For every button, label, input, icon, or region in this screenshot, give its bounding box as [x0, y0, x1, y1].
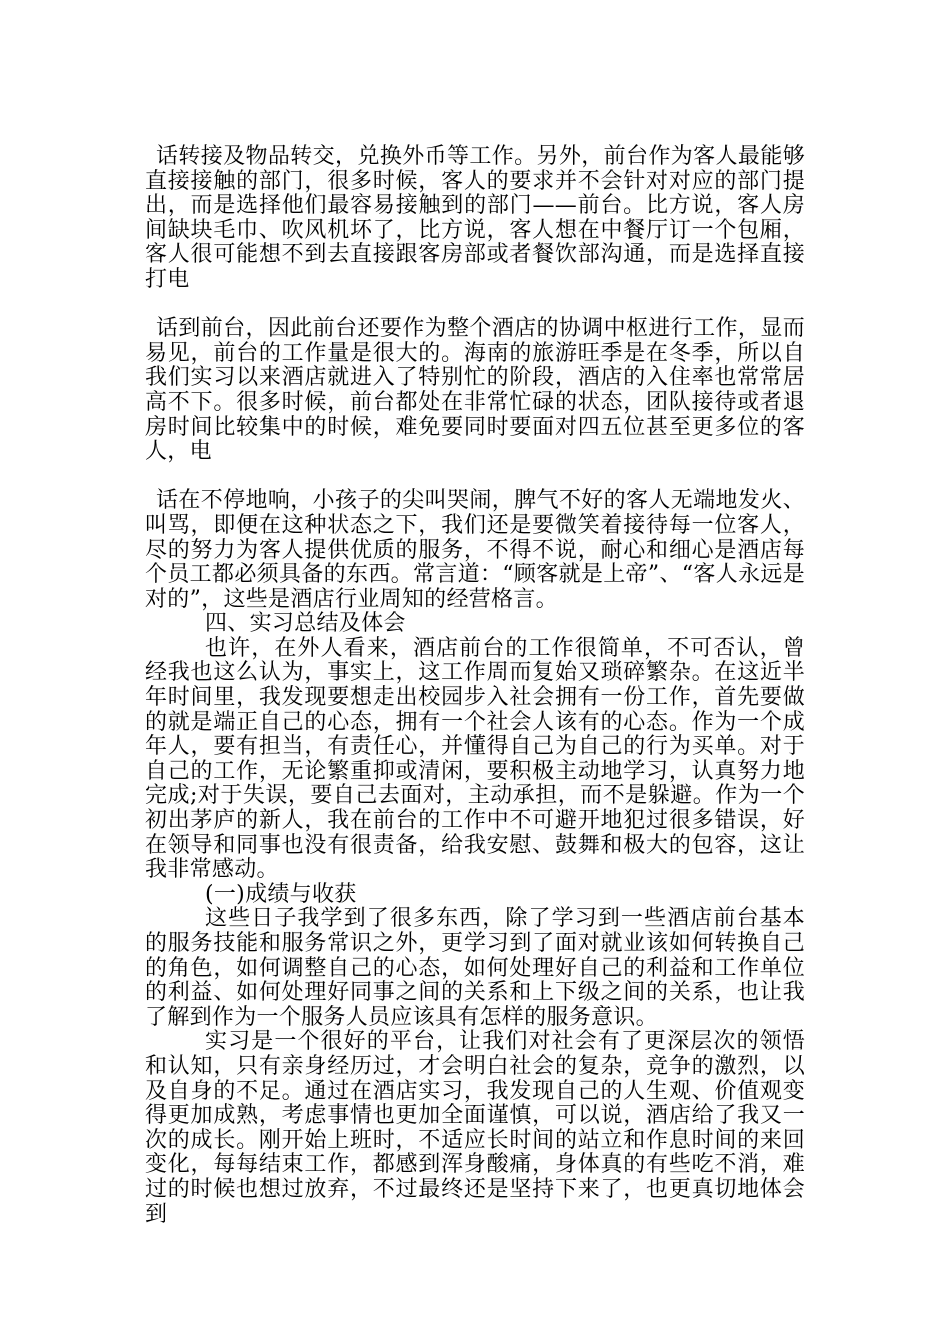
subsection-heading-achievements: (一)成绩与收获 [205, 881, 357, 907]
paragraph-growth: 实习是一个很好的平台，让我们对社会有了更深层次的领悟和认知，只有亲身经历过，才会明白社会的复杂，竞争的激烈，以及自身的不足。通过在酒店实习，我发现自己的人生观、价值观变得更加成熟，考虑事情也更加全面谨慎，可以说，酒店给了我又一次的成长。刚开始上班时，不适应长时间的站立和作息时间的来回变化，每每结束工作，都感到浑身酸痛，身体真的有些吃不消，难过的时候也想过放弃，不过最终还是坚持下来了，也更真切地体会到 [145, 1029, 805, 1227]
document-body [145, 145, 805, 1227]
paragraph-learned: 这些日子我学到了很多东西，除了学习到一些酒店前台基本的服务技能和服务常识之外，更学习到了面对就业该如何转换自己的角色，如何调整自己的心态，如何处理好自己的利益和工作单位的利益、如何处理好同事之间的关系和上下级之间的关系，也让我了解到作为一个服务人员应该具有怎样的服务意识。 [145, 906, 805, 1030]
paragraph-gap [145, 465, 805, 490]
paragraph-front-desk-duties: 话转接及物品转交，兑换外币等工作。另外，前台作为客人最能够直接接触的部门，很多时候，客人的要求并不会针对对应的部门提出，而是选择他们最容易接触到的部门——前台。比方说，客人房间缺块毛巾、吹风机坏了，比方说，客人想在中餐厅订一个包厢，客人很可能想不到去直接跟客房部或者餐饮部沟通，而是选择直接打电 [145, 144, 805, 292]
paragraph-busy-service: 话在不停地响，小孩子的尖叫哭闹，脾气不好的客人无端地发火、叫骂，即便在这种状态之下，我们还是要微笑着接待每一位客人，尽的努力为客人提供优质的服务，不得不说，耐心和细心是酒店每个员工都必须具备的东西。常言道：“顾客就是上帝”、“客人永远是对的”，这些是酒店行业周知的经营格言。 [145, 488, 805, 612]
section-heading-summary: 四、实习总结及体会 [205, 611, 406, 637]
paragraph-reflection: 也许，在外人看来，酒店前台的工作很简单，不可否认，曾经我也这么认为，事实上，这工作周而复始又琐碎繁杂。在这近半年时间里，我发现要想走出校园步入社会拥有一份工作，首先要做的就是端正自己的心态，拥有一个社会人该有的心态。作为一个成年人，要有担当，有责任心，并懂得自己为自己的行为买单。对于自己的工作，无论繁重抑或清闲，要积极主动地学习，认真努力地完成;对于失误，要自己去面对，主动承担，而不是躲避。作为一个初出茅庐的新人，我在前台的工作中不可避开地犯过很多错误，好在领导和同事也没有很责备，给我安慰、鼓舞和极大的包容，这让我非常感动。 [145, 635, 805, 883]
paragraph-front-desk-coordination: 话到前台，因此前台还要作为整个酒店的协调中枢进行工作，显而易见，前台的工作量是很大的。海南的旅游旺季是在冬季，所以自我们实习以来酒店就进入了特别忙的阶段，酒店的入住率也常常居高不下。很多时候，前台都处在非常忙碌的状态，团队接待或者退房时间比较集中的时候，难免要同时要面对四五位甚至更多位的客人，电 [145, 316, 805, 465]
paragraph-gap [145, 293, 805, 318]
